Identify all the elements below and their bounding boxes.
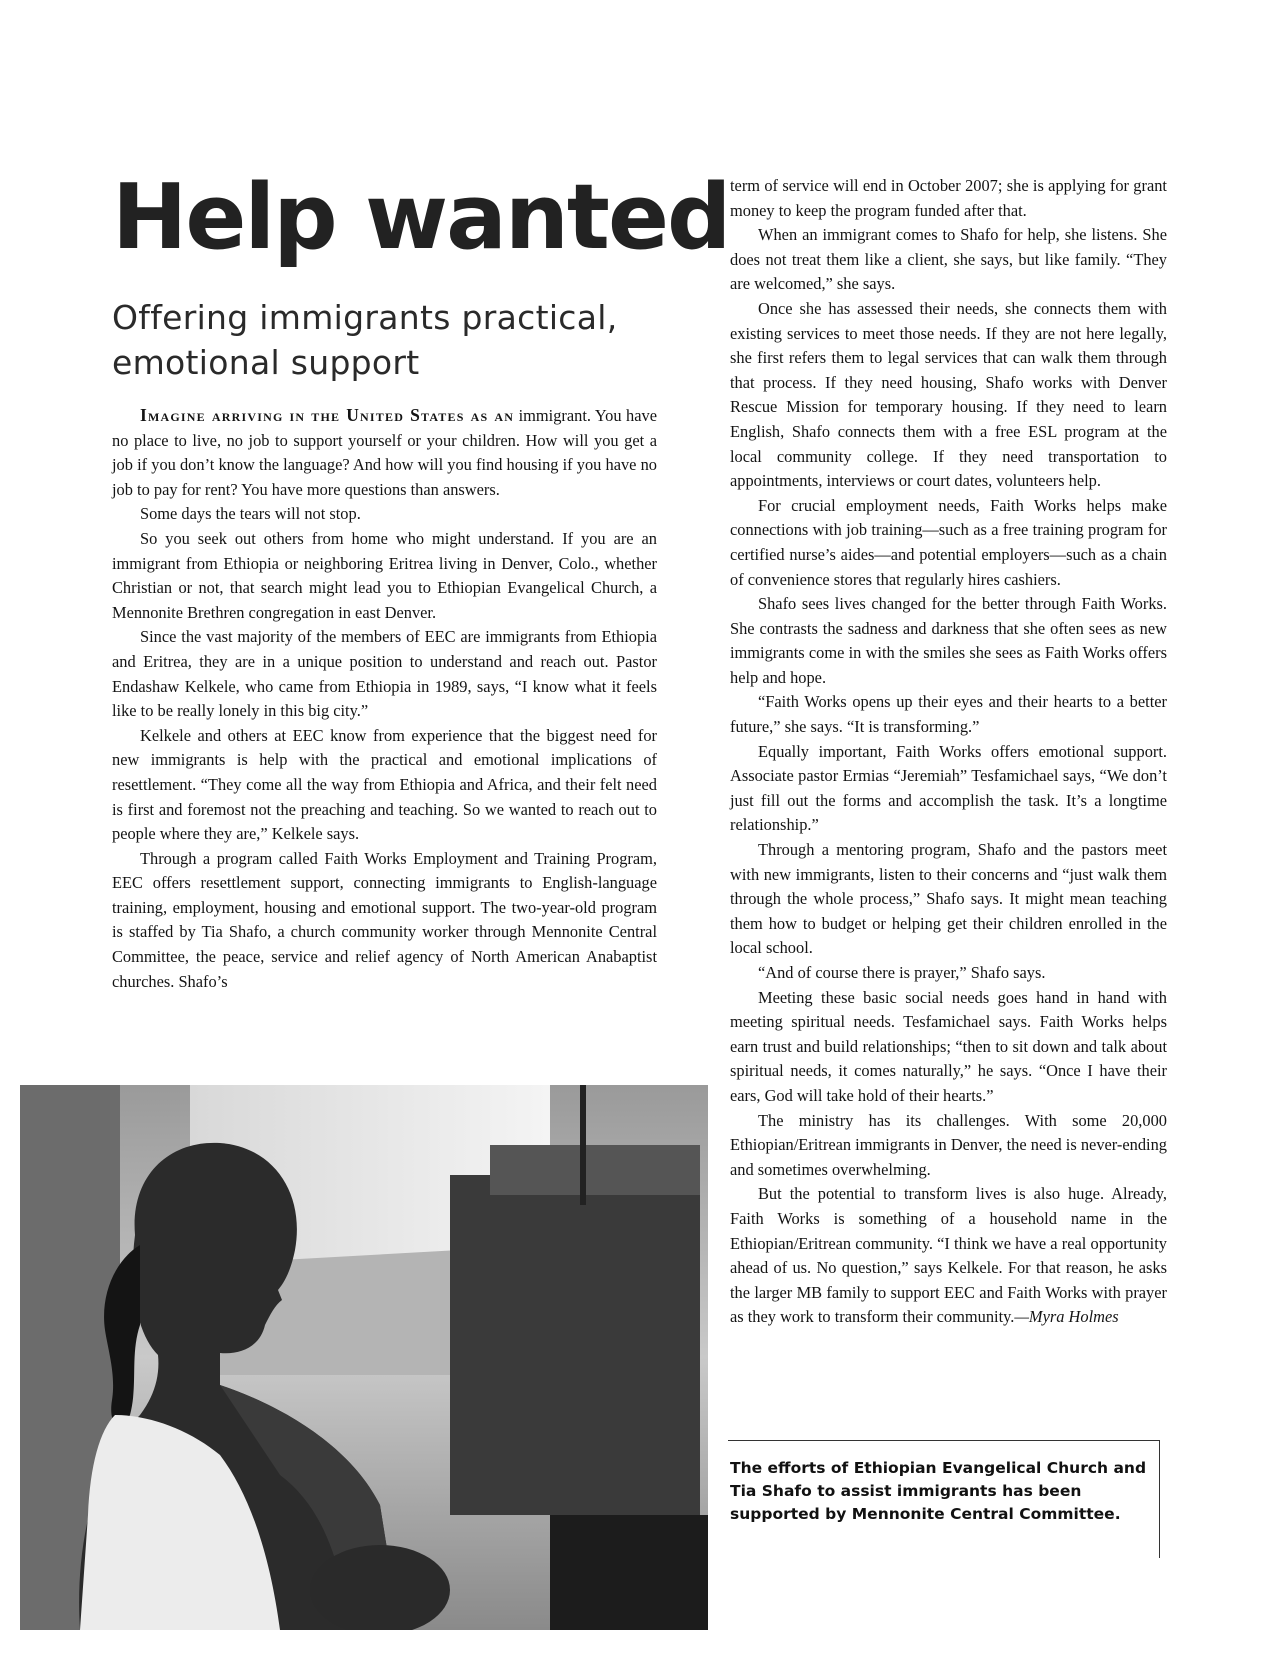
subhead: Offering immigrants practical, emotional support [112, 298, 618, 382]
body-paragraph: The ministry has its challenges. With some 20,000 Ethiopian/Eritrean immigrants in Denver, the need is never-ending and sometimes overwhelming. [730, 1110, 1167, 1179]
lead-caps: Imagine arriving in the United States as an [140, 405, 515, 425]
lead-paragraph [112, 403, 657, 502]
headline: Help wanted [112, 165, 730, 270]
body-paragraph: “Faith Works opens up their eyes and their hearts to a better future,” she says. “It is transforming.” [730, 692, 1167, 737]
article-photo [20, 1085, 708, 1630]
photo-caption: The efforts of Ethiopian Evangelical Church and Tia Shafo to assist immigrants has been supported by Mennonite Central Committee. [730, 1459, 1147, 1523]
lead-text: immigrant. You have no place to live, no job to support yourself or your children. How will you get a job if you don’t know the language? And how will you find housing if you have no job to pay for rent? You have more questions than answers. [112, 406, 657, 499]
right-column [730, 174, 1167, 1330]
body-paragraph: Shafo sees lives changed for the better through Faith Works. She contrasts the sadness and darkness that she often sees as new immigrants come in with the smiles she sees as Faith Works offers help and hope. [730, 594, 1167, 687]
body-paragraph: Some days the tears will not stop. [140, 504, 361, 524]
closing-text: But the potential to transform lives is also huge. Already, Faith Works is something of a household name in the Ethiopian/Eritrean community. “I think we have a real opportunity ahead of us. No question,” says Kelkele. For that reason, he asks the larger MB family to support EEC and Faith Works with prayer as they work to transform their community. [730, 1184, 1167, 1327]
body-paragraph: When an immigrant comes to Shafo for help, she listens. She does not treat them like a client, she says, but like family. “They are welcomed,” she says. [730, 225, 1167, 294]
left-column [112, 403, 657, 994]
closing-paragraph [730, 1182, 1167, 1330]
body-paragraph: So you seek out others from home who might understand. If you are an immigrant from Ethiopia or neighboring Eritrea living in Denver, Colo., whether Christian or not, that search might lead you to Ethiopian Evangelical Church, a Mennonite Brethren congregation in east Denver. [112, 528, 657, 622]
body-paragraph: Through a program called Faith Works Employment and Training Program, EEC offers resettlement support, connecting immigrants to English-language training, employment, housing and emotional support. The two-year-old program is staffed by Tia Shafo, a church community worker through Mennonite Central Committee, the peace, service and relief agency of North American Anabaptist churches. Shafo’s [112, 848, 657, 991]
body-paragraph: Since the vast majority of the members of EEC are immigrants from Ethiopia and Eritrea, they are in a unique position to understand and reach out. Pastor Endashaw Kelkele, who came from Ethiopia in 1989, says, “I know what it feels like to be really lonely in this big city.” [112, 627, 657, 721]
body-paragraph: term of service will end in October 2007; she is applying for grant money to keep the program funded after that. [730, 176, 1167, 220]
body-paragraph: Through a mentoring program, Shafo and the pastors meet with new immigrants, listen to their concerns and “just walk them through the whole process,” Shafo says. It might mean teaching them how to budget or helping get their children enrolled in the local school. [730, 840, 1167, 958]
body-paragraph: “And of course there is prayer,” Shafo says. [758, 963, 1046, 982]
body-paragraph: Equally important, Faith Works offers emotional support. Associate pastor Ermias “Jeremiah” Tesfamichael says, “We don’t just fill out the forms and accomplish the task. It’s a longtime relationship.” [730, 741, 1167, 835]
body-paragraph: For crucial employment needs, Faith Works helps make connections with job training—such as a free training program for certified nurse’s aides—and potential employers—such as a chain of convenience stores that regularly hires cashiers. [730, 495, 1167, 589]
author-signature: —Myra Holmes [1014, 1307, 1119, 1327]
body-paragraph: Meeting these basic social needs goes hand in hand with meeting spiritual needs. Tesfamichael says. Faith Works helps earn trust and build relationships; “then to sit down and talk about spiritual needs, it comes naturally,” he says. “Once I have their ears, God will take hold of their hearts.” [730, 987, 1167, 1105]
body-paragraph: Once she has assessed their needs, she connects them with existing services to meet those needs. If they are not here legally, she first refers them to legal services that can walk them through that process. If they need housing, Shafo works with Denver Rescue Mission for temporary housing. If they need to learn English, Shafo connects them with a free ESL program at the local community college. If they need transportation to appointments, interviews or court dates, volunteers help. [730, 298, 1167, 491]
body-paragraph: Kelkele and others at EEC know from experience that the biggest need for new immigrants is help with the practical and emotional implications of resettlement. “They come all the way from Ethiopia and Africa, and their felt need is first and foremost not the preaching and teaching. So we wanted to reach out to people where they are,” Kelkele says. [112, 725, 657, 844]
